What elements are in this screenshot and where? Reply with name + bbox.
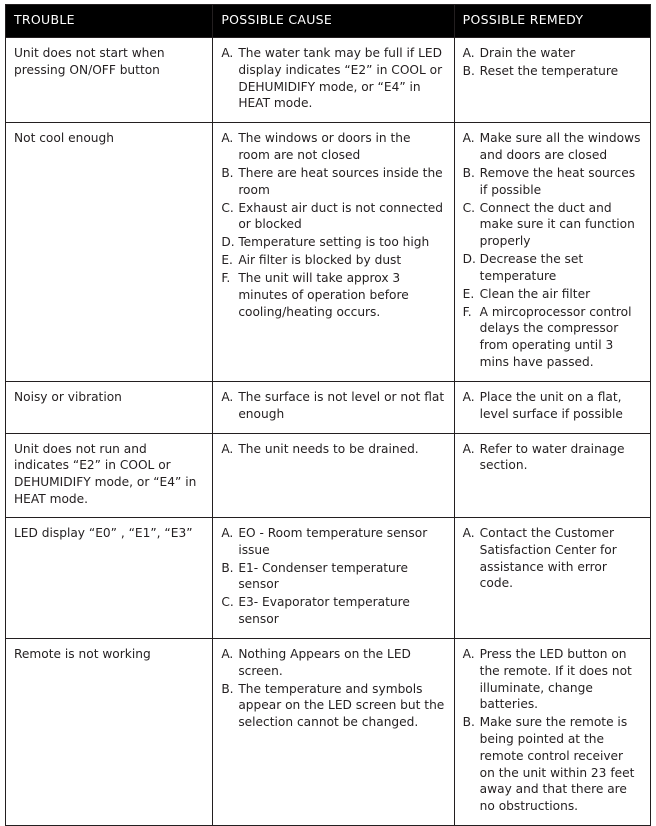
cause-item [221,441,445,458]
cell-possible-cause [213,123,454,382]
remedy-item [463,200,642,250]
table-row [6,433,651,517]
cause-item [221,560,445,594]
remedy-item-text: Make sure all the windows and doors are closed [479,131,641,163]
cause-item [221,594,445,628]
table-header-row [6,5,651,38]
remedy-item [463,714,642,815]
cell-possible-remedy [454,433,650,517]
cell-trouble [6,517,213,638]
cause-item-text: Exhaust air duct is not connected or blocked [238,200,443,232]
cause-item [221,525,445,559]
list-marker: B. [462,715,475,730]
remedy-item [463,286,642,303]
cell-possible-remedy-list [463,130,642,371]
table-row [6,638,651,825]
cause-item [221,681,445,731]
trouble-text: Not cool enough [14,131,114,146]
cause-item-text: EO - Room temperature sensor issue [238,525,428,557]
cause-item-text: E3- Evaporator temperature sensor [238,595,410,627]
remedy-item [463,251,642,285]
column-header-possible-cause: POSSIBLE CAUSE [213,5,454,38]
list-marker: D. [221,235,235,250]
list-marker: C. [462,200,476,215]
table-row [6,123,651,382]
cell-possible-cause-list [221,45,445,112]
cause-item [221,646,445,680]
cell-possible-remedy [454,638,650,825]
cause-item [221,200,445,234]
cause-item-text: The temperature and symbols appear on the LED screen but the selection cannot be changed. [238,681,445,730]
cell-trouble [6,123,213,382]
list-marker: A. [462,389,475,404]
troubleshooting-table [5,4,651,826]
trouble-text: LED display “E0” , “E1”, “E3” [14,525,193,540]
table-row [6,38,651,123]
remedy-item-text: Connect the duct and make sure it can function properly [479,200,635,249]
column-header-possible-remedy: POSSIBLE REMEDY [454,5,650,38]
cause-item-text: E1- Condenser temperature sensor [238,560,409,592]
remedy-item-text: Remove the heat sources if possible [479,165,636,197]
cause-item-text: The windows or doors in the room are not closed [238,131,411,163]
cause-item-text: Nothing Appears on the LED screen. [238,646,411,678]
cause-item [221,270,445,320]
remedy-item [463,389,642,423]
cell-possible-cause-list [221,389,445,423]
remedy-item [463,45,642,62]
table-header [6,5,651,38]
cell-possible-remedy-list [463,646,642,815]
remedy-item [463,441,642,475]
cell-trouble [6,433,213,517]
cell-possible-cause [213,517,454,638]
cell-possible-remedy-list [463,45,642,80]
cell-possible-remedy-list [463,525,642,592]
list-marker: A. [462,646,475,661]
cause-item-text: Air filter is blocked by dust [238,253,402,268]
list-marker: A. [221,46,234,60]
list-marker: A. [221,441,234,456]
cause-item [221,252,445,269]
cause-item [221,165,445,199]
trouble-text: Unit does not start when pressing ON/OFF button [14,46,165,77]
list-marker: A. [462,46,475,60]
list-marker: A. [462,441,475,456]
cell-possible-remedy [454,381,650,433]
list-marker: B. [221,165,234,180]
remedy-item-text: Make sure the remote is being pointed at the remote control receiver on the unit within 23 feet away and that there are no obstructions. [479,715,635,814]
cell-possible-cause [213,381,454,433]
remedy-item-text: Reset the temperature [479,63,619,78]
list-marker: B. [462,63,475,78]
trouble-text: Unit does not run and indicates “E2” in COOL or DEHUMIDIFY mode, or “E4” in HEAT mode. [14,441,197,507]
cause-item [221,389,445,423]
table-row [6,517,651,638]
cell-possible-cause [213,433,454,517]
cell-possible-remedy-list [463,441,642,475]
cause-item [221,45,445,112]
list-marker: F. [221,270,231,285]
cell-possible-cause-list [221,646,445,731]
cell-trouble [6,38,213,123]
remedy-item-text: Drain the water [479,46,576,60]
column-header-trouble: TROUBLE [6,5,213,38]
trouble-text: Noisy or vibration [14,389,122,404]
cause-item [221,130,445,164]
remedy-item-text: Decrease the set temperature [479,252,584,283]
list-marker: C. [221,200,234,215]
cell-possible-remedy-list [463,389,642,423]
cell-possible-remedy [454,38,650,123]
remedy-item-text: Refer to water drainage section. [479,441,625,473]
list-marker: A. [221,131,234,146]
remedy-item-text: Contact the Customer Satisfaction Center for assistance with error code. [479,525,617,591]
cell-possible-cause [213,38,454,123]
list-marker: B. [221,681,234,696]
list-marker: A. [462,131,475,146]
remedy-item [463,525,642,592]
cause-item-text: The unit will take approx 3 minutes of operation before cooling/heating occurs. [238,270,409,319]
cause-item [221,234,445,251]
cell-possible-cause-list [221,130,445,320]
cell-possible-remedy [454,123,650,382]
table-row [6,381,651,433]
list-marker: A. [462,525,475,540]
cause-item-text: There are heat sources inside the room [238,165,443,197]
table-body [6,38,651,826]
cell-trouble [6,638,213,825]
cause-item-text: Temperature setting is too high [238,235,430,250]
cell-trouble [6,381,213,433]
remedy-item-text: Press the LED button on the remote. If it does not illuminate, change batteries. [479,646,632,712]
trouble-text: Remote is not working [14,646,151,661]
cell-possible-remedy [454,517,650,638]
cell-possible-cause-list [221,525,445,628]
list-marker: A. [221,389,234,404]
cause-item-text: The unit needs to be drained. [238,441,419,456]
remedy-item-text: Clean the air filter [479,286,591,301]
list-marker: E. [221,253,233,268]
list-marker: A. [221,525,234,540]
list-marker: B. [221,560,234,575]
cell-possible-cause [213,638,454,825]
remedy-item [463,304,642,371]
remedy-item [463,63,642,80]
remedy-item-text: Place the unit on a flat, level surface if possible [479,389,623,421]
list-marker: D. [462,252,476,267]
cell-possible-cause-list [221,441,445,458]
remedy-item-text: A mircoprocessor control delays the compressor from operating until 3 mins have passed. [479,304,632,370]
remedy-item [463,130,642,164]
list-marker: E. [462,286,475,301]
list-marker: B. [462,165,475,180]
remedy-item [463,165,642,199]
cause-item-text: The water tank may be full if LED display indicates “E2” in COOL or DEHUMIDIFY mode, or “E4” in HEAT mode. [238,46,443,111]
list-marker: C. [221,595,234,610]
list-marker: F. [462,304,472,319]
remedy-item [463,646,642,713]
list-marker: A. [221,646,234,661]
cause-item-text: The surface is not level or not flat enough [238,389,445,421]
